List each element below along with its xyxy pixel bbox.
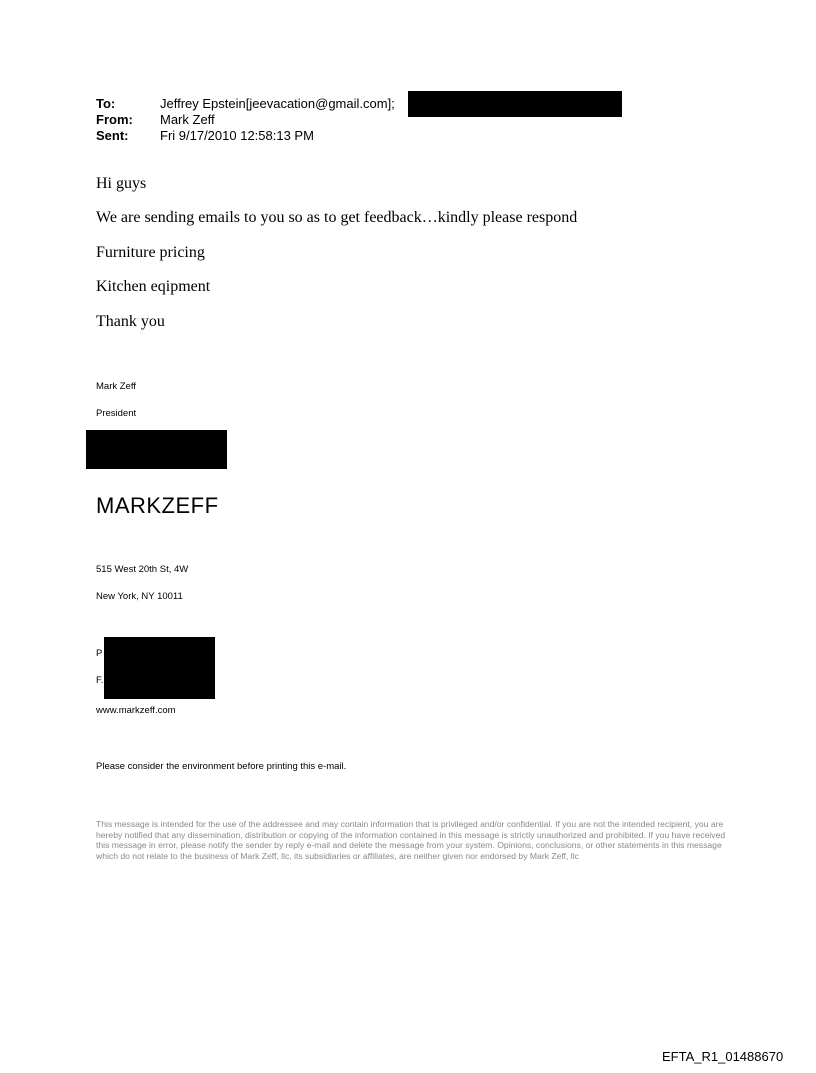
document-id: EFTA_R1_01488670 xyxy=(662,1049,784,1064)
signature-name: Mark Zeff xyxy=(96,381,136,392)
confidentiality-disclaimer: This message is intended for the use of the addressee and may contain information that is privileged and/or confidential. If you are not the intended recipient, you are hereby notified that any dissemination, distribution or copying of the information contained in this message is strictly unauthorized and prohibited. If you have received this message in error, please notify the sender by reply e-mail and delete the message from your system. Opinions, conclusions, or other statements in this message which do not relate to the business of Mark Zeff, llc, its subsidiaries or affiliates, are neither given nor endorsed by Mark Zeff, llc xyxy=(96,819,726,861)
phone-prefix: P xyxy=(96,648,103,659)
to-label: To: xyxy=(96,96,116,111)
fax-prefix: F. xyxy=(96,675,104,686)
sent-value: Fri 9/17/2010 12:58:13 PM xyxy=(160,128,314,143)
environment-note: Please consider the environment before printing this e-mail. xyxy=(96,761,347,772)
brand-logo-text: MARKZEFF xyxy=(96,493,219,518)
closing: Thank you xyxy=(96,313,165,330)
from-value: Mark Zeff xyxy=(160,112,215,127)
body-line-furniture: Furniture pricing xyxy=(96,244,205,261)
redaction-box-recipient xyxy=(408,91,622,117)
address-line-1: 515 West 20th St, 4W xyxy=(96,564,189,575)
body-line-feedback: We are sending emails to you so as to get feedback…kindly please respond xyxy=(96,209,578,226)
address-line-2: New York, NY 10011 xyxy=(96,591,183,602)
website-link[interactable]: www.markzeff.com xyxy=(96,705,176,716)
signature-title: President xyxy=(96,408,137,419)
to-value: Jeffrey Epstein[jeevacation@gmail.com]; xyxy=(160,96,395,111)
redaction-box-contact xyxy=(104,637,215,699)
from-label: From: xyxy=(96,112,133,127)
greeting: Hi guys xyxy=(96,175,147,192)
body-line-kitchen: Kitchen eqipment xyxy=(96,278,211,295)
sent-label: Sent: xyxy=(96,128,129,143)
redaction-box-signature xyxy=(86,430,227,469)
